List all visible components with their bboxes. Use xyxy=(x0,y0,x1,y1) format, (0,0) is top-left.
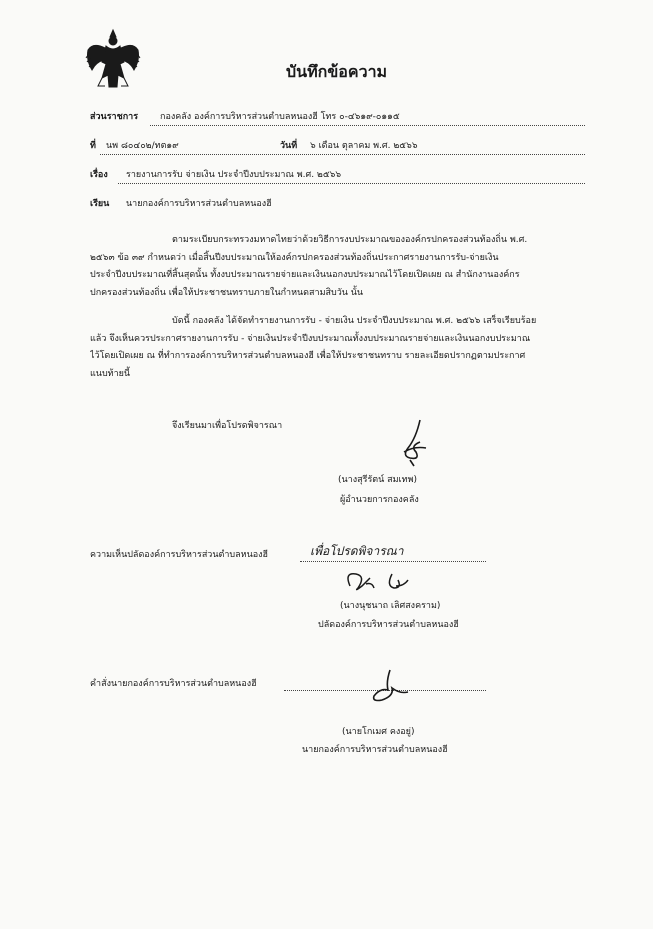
signer-3-name: (นายโกเมศ คงอยู่) xyxy=(342,727,415,737)
para1-line: ๒๕๖๓ ข้อ ๓๙ กำหนดว่า เมื่อสิ้นปีงบประมาณให้องค์กรปกครองส่วนท้องถิ่นประกาศรายงานการรับ-จ่ายเงิน xyxy=(90,252,499,263)
subject-label: เรื่อง xyxy=(90,170,108,180)
dept-value: กองคลัง องค์การบริหารส่วนตำบลหนองฮี โทร ๐-๔๖๑๙-๐๑๑๕ xyxy=(160,112,400,122)
body-paragraph-1 xyxy=(90,232,590,302)
para2-line: แนบท้ายนี้ xyxy=(90,368,131,379)
para2-line: แล้ว จึงเห็นควรประกาศรายงานการรับ - จ่ายเงินประจำปีงบประมาณทั้งงบประมาณรายจ่ายและเงินนอกงบประมาณ xyxy=(90,333,531,344)
signer-1-name: (นางสุรีรัตน์ สมเทพ) xyxy=(338,475,418,485)
order-label: คำสั่งนายกองค์การบริหารส่วนตำบลหนองฮี xyxy=(90,679,257,689)
body-paragraph-2 xyxy=(90,313,590,383)
subject-dotted-line xyxy=(118,183,585,184)
opinion-handwriting: เพื่อโปรดพิจารณา xyxy=(310,544,404,558)
signer-3-title: นายกองค์การบริหารส่วนตำบลหนองฮี xyxy=(302,745,448,755)
signature-3-mark xyxy=(364,668,414,708)
subject-value: รายงานการรับ จ่ายเงิน ประจำปีงบประมาณ พ.ศ. ๒๕๖๖ xyxy=(126,170,342,180)
signer-2-title: ปลัดองค์การบริหารส่วนตำบลหนองฮี xyxy=(318,620,459,630)
signer-1-title: ผู้อำนวยการกองคลัง xyxy=(340,495,419,505)
ref-value: นพ ๘๐๔๐๒/ทต๑๙ xyxy=(106,141,179,151)
para1-line: ตามระเบียบกระทรวงมหาดไทยว่าด้วยวิธีการงบประมาณขององค์กรปกครองส่วนท้องถิ่น พ.ศ. xyxy=(172,235,528,245)
to-label: เรียน xyxy=(90,199,110,209)
closing-text: จึงเรียนมาเพื่อโปรดพิจารณา xyxy=(172,421,283,431)
signer-2-name: (นางนุชนาถ เลิศสงคราม) xyxy=(340,601,441,611)
opinion-label: ความเห็นปลัดองค์การบริหารส่วนตำบลหนองฮี xyxy=(90,550,269,560)
para1-line: ประจำปีงบประมาณที่สิ้นสุดนั้น ทั้งงบประมาณรายจ่ายและเงินนอกงบประมาณไว้โดยเปิดเผย ณ สำนักงานองค์กร xyxy=(90,270,520,280)
para2-line: บัดนี้ กองคลัง ได้จัดทำรายงานการรับ - จ่ายเงิน ประจำปีงบประมาณ พ.ศ. ๒๕๖๖ เสร็จเรียบร้อย xyxy=(172,316,537,326)
date-label: วันที่ xyxy=(280,141,298,151)
dept-label: ส่วนราชการ xyxy=(90,112,139,122)
ref-dotted-line xyxy=(100,154,585,155)
dept-dotted-line xyxy=(150,125,585,126)
page-title: บันทึกข้อความ xyxy=(286,62,388,81)
para1-line: ปกครองส่วนท้องถิ่น เพื่อให้ประชาชนทราบภายในกำหนดสามสิบวัน นั้น xyxy=(90,287,364,298)
opinion-dotted-line xyxy=(300,561,486,562)
date-value: ๖ เดือน ตุลาคม พ.ศ. ๒๕๖๖ xyxy=(310,141,418,151)
ref-label: ที่ xyxy=(90,141,96,151)
signature-2-mark xyxy=(340,566,420,596)
signature-1-mark xyxy=(390,418,438,468)
garuda-emblem-icon xyxy=(84,26,142,92)
to-value: นายกองค์การบริหารส่วนตำบลหนองฮี xyxy=(126,199,272,209)
para2-line: ไว้โดยเปิดเผย ณ ที่ทำการองค์การบริหารส่วนตำบลหนองฮี เพื่อให้ประชาชนทราบ รายละเอียดปรากฏตามประกาศ xyxy=(90,351,526,361)
